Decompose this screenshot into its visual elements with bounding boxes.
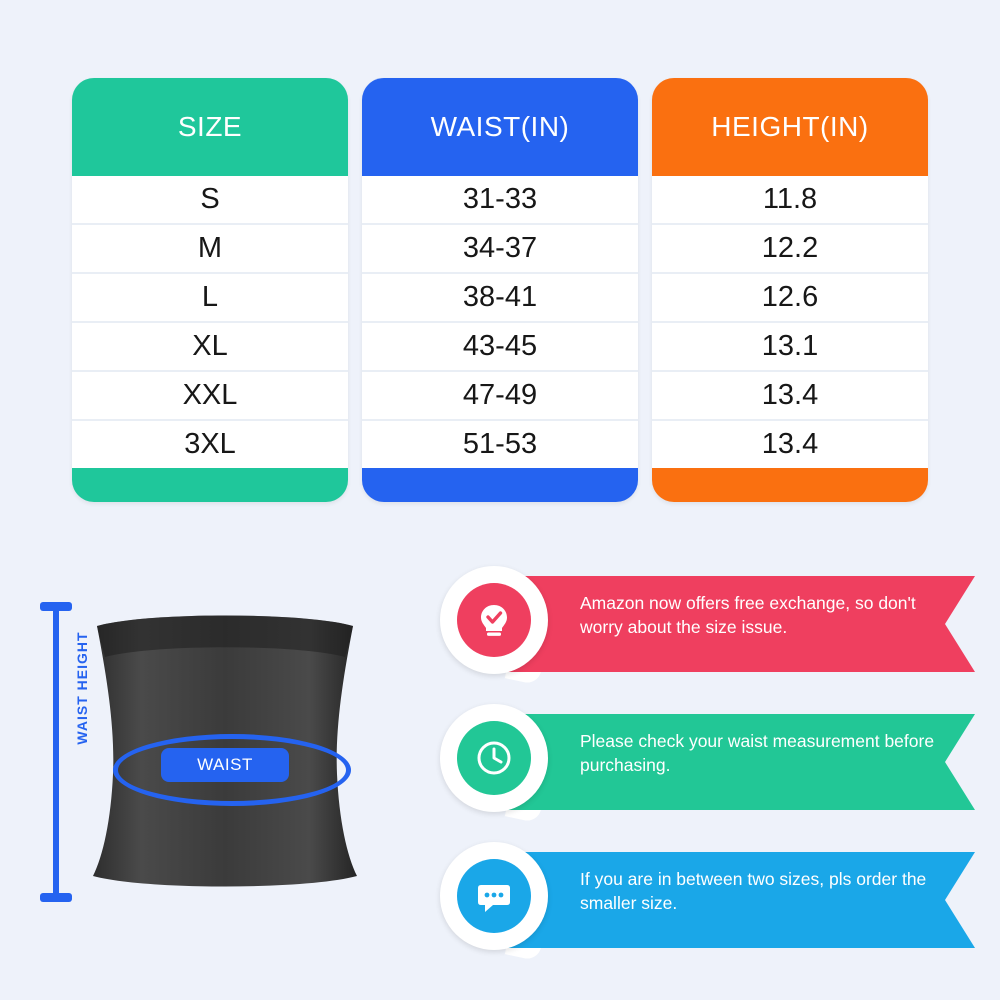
table-cell: XXL [72,372,348,421]
table-cell: M [72,225,348,274]
chat-bubble-icon [457,859,531,933]
note-item [430,696,975,826]
size-chart-column-waist [362,78,638,502]
table-cell: 13.1 [652,323,928,372]
table-cell: 31-33 [362,176,638,225]
note-badge [440,566,548,674]
column-header-waist: WAIST(IN) [430,111,570,142]
notes-list [430,558,975,972]
note-text: Amazon now offers free exchange, so don't worry about the size issue. [580,593,916,637]
waist-trainer-belt-image [75,608,375,898]
table-cell: XL [72,323,348,372]
column-header-size: SIZE [177,111,243,142]
note-badge [440,704,548,812]
waist-label: WAIST [161,748,289,782]
table-cell: 43-45 [362,323,638,372]
table-cell: 3XL [72,421,348,468]
column-header-height: HEIGHT(IN) [711,111,869,142]
ruler-cap-bottom-icon [40,893,72,902]
table-cell: 47-49 [362,372,638,421]
note-badge [440,842,548,950]
note-item [430,834,975,964]
table-cell: S [72,176,348,225]
column-body-size [72,176,348,502]
clock-icon [457,721,531,795]
ruler-line-icon [53,610,59,894]
table-cell: 12.6 [652,274,928,323]
table-cell: 34-37 [362,225,638,274]
column-body-height [652,176,928,502]
table-cell: 38-41 [362,274,638,323]
table-cell: 13.4 [652,372,928,421]
lightbulb-check-icon [457,583,531,657]
size-chart-column-size [72,78,348,502]
waist-height-ruler [38,602,90,902]
waist-height-label: WAIST HEIGHT [74,631,90,745]
note-item [430,558,975,688]
table-cell: 12.2 [652,225,928,274]
table-cell: L [72,274,348,323]
table-cell: 51-53 [362,421,638,468]
table-cell: 13.4 [652,421,928,468]
note-text: If you are in between two sizes, pls order the smaller size. [580,869,927,913]
column-body-waist [362,176,638,502]
table-cell: 11.8 [652,176,928,225]
note-text: Please check your waist measurement before purchasing. [580,731,935,775]
size-chart-table [72,78,928,502]
size-chart-column-height [652,78,928,502]
product-illustration [20,560,430,980]
